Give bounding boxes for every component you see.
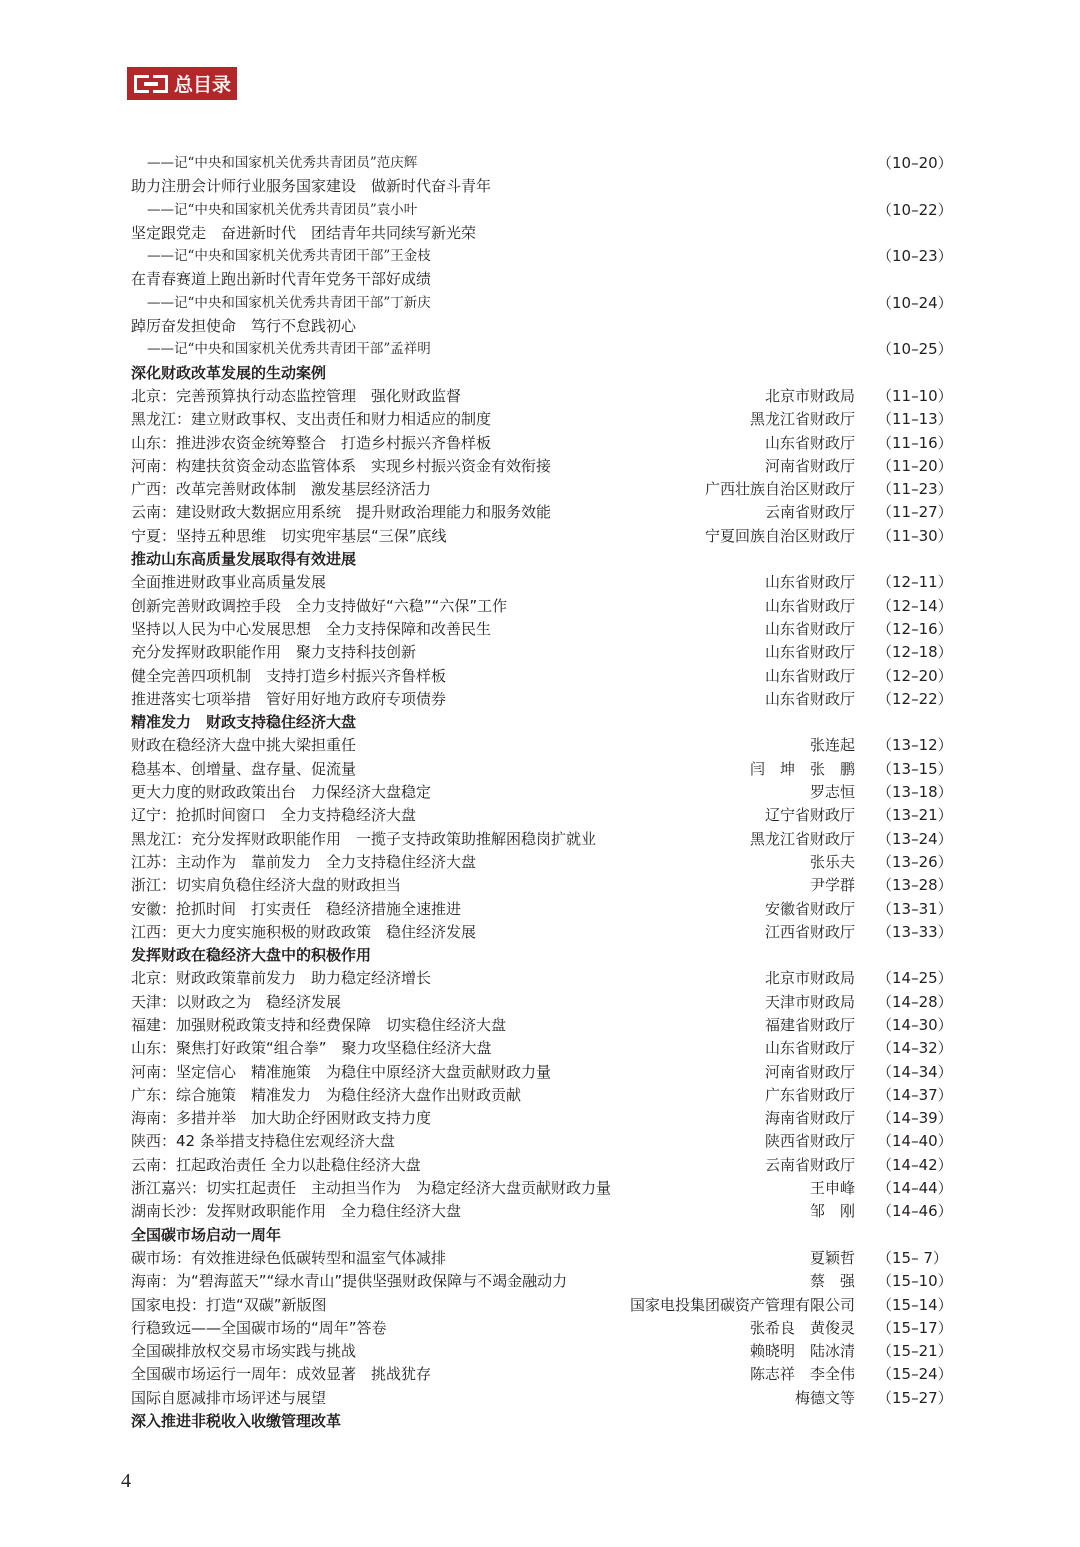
toc-entry[interactable] — [131, 991, 951, 1014]
toc-entry[interactable] — [131, 665, 951, 688]
entry-title: 北京：财政政策靠前发力 助力稳定经济增长 — [131, 969, 432, 988]
entry-page: （11–23） — [877, 480, 953, 499]
toc-entry[interactable] — [131, 828, 951, 851]
catalog-badge[interactable] — [127, 67, 237, 100]
toc-entry[interactable] — [131, 268, 951, 291]
toc-entry[interactable] — [131, 525, 951, 548]
entry-title: 山东：推进涉农资金统筹整合 打造乡村振兴齐鲁样板 — [131, 433, 492, 452]
toc-entry[interactable] — [131, 1247, 951, 1270]
entry-author: 山东省财政厅 — [764, 619, 855, 638]
section-heading — [131, 711, 951, 734]
toc-entry[interactable] — [131, 455, 951, 478]
entry-author: 广东省财政厅 — [764, 1085, 855, 1104]
entry-author: 黑龙江省财政厅 — [749, 410, 855, 429]
section-heading — [131, 362, 951, 385]
entry-title: 精准发力 财政支持稳住经济大盘 — [131, 713, 357, 732]
entry-title: 北京：完善预算执行动态监控管理 强化财政监督 — [131, 386, 462, 405]
entry-title: 福建：加强财税政策支持和经费保障 切实稳住经济大盘 — [131, 1015, 507, 1034]
entry-title: 踔厉奋发担使命 笃行不怠践初心 — [131, 317, 357, 336]
toc-entry[interactable] — [131, 1340, 951, 1363]
entry-title: 陕西：42 条举措支持稳住宏观经济大盘 — [131, 1132, 395, 1151]
entry-page: （13–21） — [877, 806, 953, 825]
entry-title: 江西：更大力度实施积极的财政政策 稳住经济发展 — [131, 922, 477, 941]
entry-page: （14–25） — [877, 969, 953, 988]
entry-title: 助力注册会计师行业服务国家建设 做新时代奋斗青年 — [131, 177, 492, 196]
entry-author: 山东省财政厅 — [764, 689, 855, 708]
toc-entry[interactable] — [131, 898, 951, 921]
entry-title: 全国碳市场运行一周年：成效显著 挑战犹存 — [131, 1365, 432, 1384]
toc-entry[interactable] — [131, 1363, 951, 1386]
toc-entry[interactable] — [131, 1084, 951, 1107]
entry-title: 山东：聚焦打好政策“组合拳” 聚力攻坚稳住经济大盘 — [131, 1039, 492, 1058]
entry-title: 坚定跟党走 奋进新时代 团结青年共同续写新光荣 — [131, 223, 477, 242]
entry-page: （15–24） — [877, 1365, 953, 1384]
toc-entry[interactable] — [131, 1387, 951, 1410]
entry-page: （13–26） — [877, 852, 953, 871]
entry-subtitle[interactable] — [131, 152, 951, 175]
entry-title: 云南：建设财政大数据应用系统 提升财政治理能力和服务效能 — [131, 503, 552, 522]
entry-title: 天津：以财政之为 稳经济发展 — [131, 992, 342, 1011]
entry-page: （13–24） — [877, 829, 953, 848]
entry-title: 行稳致远——全国碳市场的“周年”答卷 — [131, 1318, 387, 1337]
toc-entry[interactable] — [131, 734, 951, 757]
entry-author: 辽宁省财政厅 — [764, 806, 855, 825]
entry-author: 山东省财政厅 — [764, 573, 855, 592]
entry-title: 全面推进财政事业高质量发展 — [131, 573, 327, 592]
entry-title: 云南：扛起政治责任 全力以赴稳住经济大盘 — [131, 1155, 421, 1174]
entry-page: （15–10） — [877, 1272, 953, 1291]
entry-author: 陕西省财政厅 — [764, 1132, 855, 1151]
entry-author: 广西壮族自治区财政厅 — [704, 480, 855, 499]
entry-page: （14–28） — [877, 992, 953, 1011]
entry-author: 罗志恒 — [809, 783, 855, 802]
toc-entry[interactable] — [131, 1154, 951, 1177]
toc-entry[interactable] — [131, 618, 951, 641]
toc-entry[interactable] — [131, 1294, 951, 1317]
toc-entry[interactable] — [131, 967, 951, 990]
toc-entry[interactable] — [131, 804, 951, 827]
entry-author: 陈志祥 李全伟 — [749, 1365, 855, 1384]
entry-page: （15–27） — [877, 1388, 953, 1407]
toc-entry[interactable] — [131, 501, 951, 524]
toc-entry[interactable] — [131, 385, 951, 408]
entry-page: （11–27） — [877, 503, 953, 522]
entry-author: 山东省财政厅 — [764, 643, 855, 662]
entry-title: 湖南长沙：发挥财政职能作用 全力稳住经济大盘 — [131, 1202, 462, 1221]
entry-title: 推动山东高质量发展取得有效进展 — [131, 550, 357, 569]
toc-entry[interactable] — [131, 688, 951, 711]
entry-page: （12–22） — [877, 689, 953, 708]
entry-page: （15–14） — [877, 1295, 953, 1314]
entry-page: （14–30） — [877, 1015, 953, 1034]
page-number: 4 — [121, 1470, 131, 1492]
entry-page: （13–33） — [877, 922, 953, 941]
toc-entry[interactable] — [131, 1177, 951, 1200]
toc-entry[interactable] — [131, 222, 951, 245]
entry-author: 闫 坤 张 鹏 — [749, 759, 855, 778]
toc-entry[interactable] — [131, 1200, 951, 1223]
toc-entry[interactable] — [131, 595, 951, 618]
entry-title: 安徽：抢抓时间 打实责任 稳经济措施全速推进 — [131, 899, 462, 918]
entry-page: （11–20） — [877, 456, 953, 475]
entry-page: （15–17） — [877, 1318, 953, 1337]
entry-subtitle[interactable] — [131, 338, 951, 361]
entry-subtitle[interactable] — [131, 245, 951, 268]
entry-title: 辽宁：抢抓时间窗口 全力支持稳经济大盘 — [131, 806, 417, 825]
entry-title: 广西：改革完善财政体制 激发基层经济活力 — [131, 480, 432, 499]
entry-author: 云南省财政厅 — [764, 1155, 855, 1174]
entry-page: （12–18） — [877, 643, 953, 662]
entry-title: 发挥财政在稳经济大盘中的积极作用 — [131, 946, 372, 965]
entry-author: 国家电投集团碳资产管理有限公司 — [629, 1295, 855, 1314]
entry-title: 广东：综合施策 精准发力 为稳住经济大盘作出财政贡献 — [131, 1085, 522, 1104]
entry-author: 张希良 黄俊灵 — [749, 1318, 855, 1337]
entry-title: 黑龙江：充分发挥财政职能作用 一揽子支持政策助推解困稳岗扩就业 — [131, 829, 597, 848]
entry-title: 充分发挥财政职能作用 聚力支持科技创新 — [131, 643, 417, 662]
entry-subtitle[interactable] — [131, 199, 951, 222]
toc-entry[interactable] — [131, 478, 951, 501]
toc-entry[interactable] — [131, 781, 951, 804]
entry-title: 全国碳市场启动一周年 — [131, 1225, 282, 1244]
entry-author: 赖晓明 陆冰清 — [749, 1342, 855, 1361]
entry-page: （10–20） — [877, 154, 953, 172]
entry-title: 河南：坚定信心 精准施策 为稳住中原经济大盘贡献财政力量 — [131, 1062, 552, 1081]
toc-entry[interactable] — [131, 1061, 951, 1084]
entry-author: 北京市财政局 — [764, 969, 855, 988]
entry-author: 宁夏回族自治区财政厅 — [704, 526, 855, 545]
entry-page: （14–37） — [877, 1085, 953, 1104]
entry-title: 全国碳排放权交易市场实践与挑战 — [131, 1342, 357, 1361]
entry-title: 坚持以人民为中心发展思想 全力支持保障和改善民生 — [131, 619, 492, 638]
entry-page: （13–18） — [877, 783, 953, 802]
entry-page: （14–39） — [877, 1109, 953, 1128]
section-heading — [131, 1224, 951, 1247]
entry-page: （14–34） — [877, 1062, 953, 1081]
entry-page: （14–44） — [877, 1179, 953, 1198]
toc-entry[interactable] — [131, 408, 951, 431]
entry-title: ——记“中央和国家机关优秀共青团员”范庆辉 — [147, 155, 418, 171]
toc-entry[interactable] — [131, 851, 951, 874]
entry-page: （14–40） — [877, 1132, 953, 1151]
toc-entry[interactable] — [131, 874, 951, 897]
entry-title: 江苏：主动作为 靠前发力 全力支持稳住经济大盘 — [131, 852, 477, 871]
entry-page: （10–23） — [877, 247, 953, 266]
entry-page: （12–14） — [877, 596, 953, 615]
toc-entry[interactable] — [131, 432, 951, 455]
entry-author: 邹 刚 — [809, 1202, 855, 1221]
entry-page: （14–42） — [877, 1155, 953, 1174]
toc-entry[interactable] — [131, 1014, 951, 1037]
entry-page: （13–12） — [877, 736, 953, 755]
entry-title: 在青春赛道上跑出新时代青年党务干部好成绩 — [131, 270, 432, 289]
entry-title: 海南：为“碧海蓝天”“绿水青山”提供坚强财政保障与不竭金融动力 — [131, 1272, 568, 1291]
entry-title: ——记“中央和国家机关优秀共青团员”袁小叶 — [147, 201, 418, 218]
toc-entry[interactable] — [131, 1317, 951, 1340]
entry-title: 黑龙江：建立财政事权、支出责任和财力相适应的制度 — [131, 410, 492, 429]
section-heading — [131, 944, 951, 967]
entry-author: 海南省财政厅 — [764, 1109, 855, 1128]
entry-author: 黑龙江省财政厅 — [749, 829, 855, 848]
entry-title: 财政在稳经济大盘中挑大梁担重任 — [131, 736, 357, 755]
entry-author: 蔡 强 — [809, 1272, 855, 1291]
entry-title: 碳市场：有效推进绿色低碳转型和温室气体减排 — [131, 1248, 447, 1267]
entry-title: 浙江：切实肩负稳住经济大盘的财政担当 — [131, 876, 402, 895]
entry-page: （13–31） — [877, 899, 953, 918]
toc-entry[interactable] — [131, 1037, 951, 1060]
entry-subtitle[interactable] — [131, 292, 951, 315]
entry-page: （13–15） — [877, 759, 953, 778]
entry-author: 夏颖哲 — [809, 1248, 855, 1267]
entry-page: （12–16） — [877, 619, 953, 638]
toc-entry[interactable] — [131, 921, 951, 944]
entry-author: 河南省财政厅 — [764, 456, 855, 475]
entry-title: 国家电投：打造“双碳”新版图 — [131, 1295, 327, 1314]
entry-author: 云南省财政厅 — [764, 503, 855, 522]
entry-author: 天津市财政局 — [764, 992, 855, 1011]
entry-author: 山东省财政厅 — [764, 596, 855, 615]
entry-author: 安徽省财政厅 — [764, 899, 855, 918]
entry-title: ——记“中央和国家机关优秀共青团干部”孟祥明 — [147, 341, 431, 358]
entry-title: 推进落实七项举措 管好用好地方政府专项债券 — [131, 689, 447, 708]
entry-title: 浙江嘉兴：切实扛起责任 主动担当作为 为稳定经济大盘贡献财政力量 — [131, 1179, 612, 1198]
section-heading — [131, 548, 951, 571]
entry-title: 更大力度的财政政策出台 力保经济大盘稳定 — [131, 783, 432, 802]
toc-entry[interactable] — [131, 175, 951, 198]
entry-title: 健全完善四项机制 支持打造乡村振兴齐鲁样板 — [131, 666, 447, 685]
entry-page: （11–16） — [877, 433, 953, 452]
entry-page: （11–10） — [877, 386, 953, 405]
entry-title: 宁夏：坚持五种思维 切实兜牢基层“三保”底线 — [131, 526, 447, 545]
entry-page: （14–46） — [877, 1202, 953, 1221]
entry-title: 海南：多措并举 加大助企纾困财政支持力度 — [131, 1109, 432, 1128]
table-of-contents — [131, 152, 951, 1433]
entry-page: （12–20） — [877, 666, 953, 685]
entry-author: 尹学群 — [809, 876, 855, 895]
entry-page: （14–32） — [877, 1039, 953, 1058]
entry-title: 创新完善财政调控手段 全力支持做好“六稳”“六保”工作 — [131, 596, 508, 615]
entry-title: 稳基本、创增量、盘存量、促流量 — [131, 759, 357, 778]
toc-entry[interactable] — [131, 315, 951, 338]
entry-author: 山东省财政厅 — [764, 1039, 855, 1058]
entry-title: 国际自愿减排市场评述与展望 — [131, 1388, 327, 1407]
toc-entry[interactable] — [131, 758, 951, 781]
entry-page: （10–24） — [877, 293, 953, 312]
entry-page: （11–30） — [877, 526, 953, 545]
toc-entry[interactable] — [131, 1107, 951, 1130]
entry-author: 北京市财政局 — [764, 386, 855, 405]
entry-page: （10–22） — [877, 200, 953, 219]
entry-title: 深化财政改革发展的生动案例 — [131, 363, 327, 382]
entry-title: 河南：构建扶贫资金动态监管体系 实现乡村振兴资金有效衔接 — [131, 456, 552, 475]
catalog-icon — [134, 75, 170, 93]
entry-author: 张乐夫 — [809, 852, 855, 871]
entry-page: （15–21） — [877, 1342, 953, 1361]
entry-author: 山东省财政厅 — [764, 433, 855, 452]
entry-author: 江西省财政厅 — [764, 922, 855, 941]
entry-page: （13–28） — [877, 876, 953, 895]
entry-author: 河南省财政厅 — [764, 1062, 855, 1081]
entry-page: （15– 7） — [877, 1248, 948, 1267]
entry-title: ——记“中央和国家机关优秀共青团干部”王金枝 — [147, 248, 431, 265]
entry-author: 山东省财政厅 — [764, 666, 855, 685]
entry-title: 深入推进非税收入收缴管理改革 — [131, 1412, 342, 1431]
entry-page: （11–13） — [877, 410, 953, 429]
entry-author: 梅德文等 — [794, 1388, 855, 1407]
section-heading — [131, 1410, 951, 1433]
catalog-badge-label: 总目录 — [174, 74, 232, 96]
toc-entry[interactable] — [131, 1270, 951, 1293]
entry-title: ——记“中央和国家机关优秀共青团干部”丁新庆 — [147, 294, 431, 311]
entry-author: 张连起 — [809, 736, 855, 755]
entry-author: 王申峰 — [809, 1179, 855, 1198]
entry-page: （10–25） — [877, 340, 953, 359]
toc-entry[interactable] — [131, 1130, 951, 1153]
entry-page: （12–11） — [877, 573, 953, 592]
toc-entry[interactable] — [131, 641, 951, 664]
entry-author: 福建省财政厅 — [764, 1015, 855, 1034]
toc-entry[interactable] — [131, 571, 951, 594]
